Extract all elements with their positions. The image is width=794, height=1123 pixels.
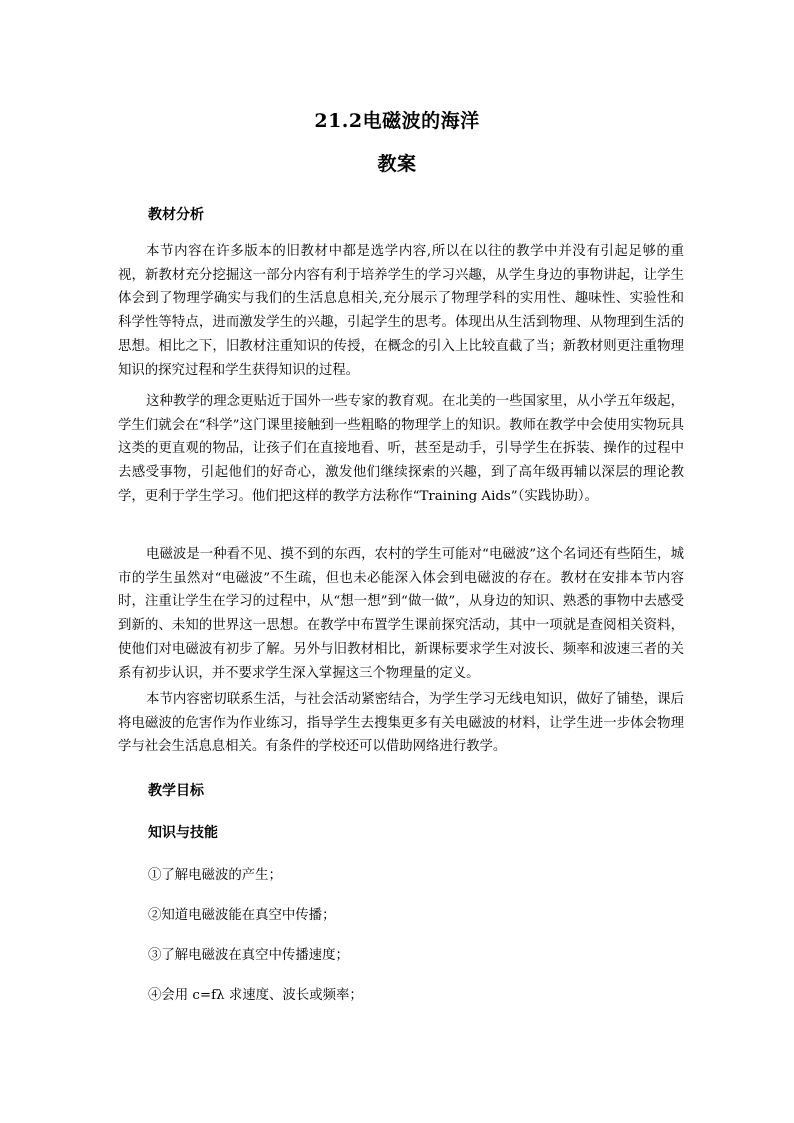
paragraph-4: 本节内容密切联系生活，与社会活动紧密结合，为学生学习无线电知识，做好了铺垫，课后将电磁波的危害作为作业练习，指导学生去搜集更多有关电磁波的材料，让学生进一步体会物理学与社会生活息息相关。有条件的学校还可以借助网络进行教学。 <box>118 692 684 755</box>
document-title: 21.2电磁波的海洋 <box>314 110 480 132</box>
section-heading-analysis: 教材分析 <box>148 207 204 223</box>
document-subtitle: 教案 <box>377 153 417 175</box>
paragraph-3: 电磁波是一种看不见、摸不到的东西，农村的学生可能对“电磁波”这个名词还有些陌生，城市的学生虽然对“电磁波”不生疏，但也未必能深入体会到电磁波的存在。教材在安排本节内容时，注重让学生在学习的过程中，从“想一想”到“做一做”，从身边的知识、熟悉的事物中去感受到新的、未知的世界这一思想。在教学中布置学生课前探究活动，其中一项就是查阅相关资料，使他们对电磁波有初步了解。另外与旧教材相比，新课标要求学生对波长、频率和波速三者的关系有初步认识，并不要求学生深入掌握这三个物理量的定义。 <box>118 547 684 681</box>
skill-item-1: ①了解电磁波的产生； <box>148 868 282 883</box>
skill-item-4: ④会用 c=fλ 求速度、波长或频率； <box>148 988 363 1003</box>
section-heading-skills: 知识与技能 <box>148 825 218 841</box>
skill-item-3: ③了解电磁波在真空中传播速度； <box>148 948 349 963</box>
paragraph-1: 本节内容在许多版本的旧教材中都是选学内容,所以在以往的教学中并没有引起足够的重视，新教材充分挖掘这一部分内容有利于培养学生的学习兴趣，从学生身边的事物讲起，让学生体会到了物理学确实与我们的生活息息相关,充分展示了物理学科的实用性、趣味性、实验性和科学性等特点，进而激发学生的兴趣，引起学生的思考。体现出从生活到物理、从物理到生活的思想。相比之下，旧教材注重知识的传授，在概念的引入上比较直截了当；新教材则更注重物理知识的探究过程和学生获得知识的过程。 <box>118 244 684 378</box>
skill-item-2: ②知道电磁波能在真空中传播； <box>148 908 336 923</box>
paragraph-2: 这种教学的理念更贴近于国外一些专家的教育观。在北美的一些国家里，从小学五年级起，学生们就会在“科学”这门课里接触到一些粗略的物理学上的知识。教师在教学中会使用实物玩具这类的更直观的物品，让孩子们在直接地看、听，甚至是动手，引导学生在拆装、操作的过程中去感受事物，引起他们的好奇心，激发他们继续探索的兴趣，到了高年级再辅以深层的理论教学，更利于学生学习。他们把这样的教学方法称作“Training Aids”（实践协助）。 <box>118 394 684 504</box>
section-heading-goals: 教学目标 <box>148 783 204 799</box>
